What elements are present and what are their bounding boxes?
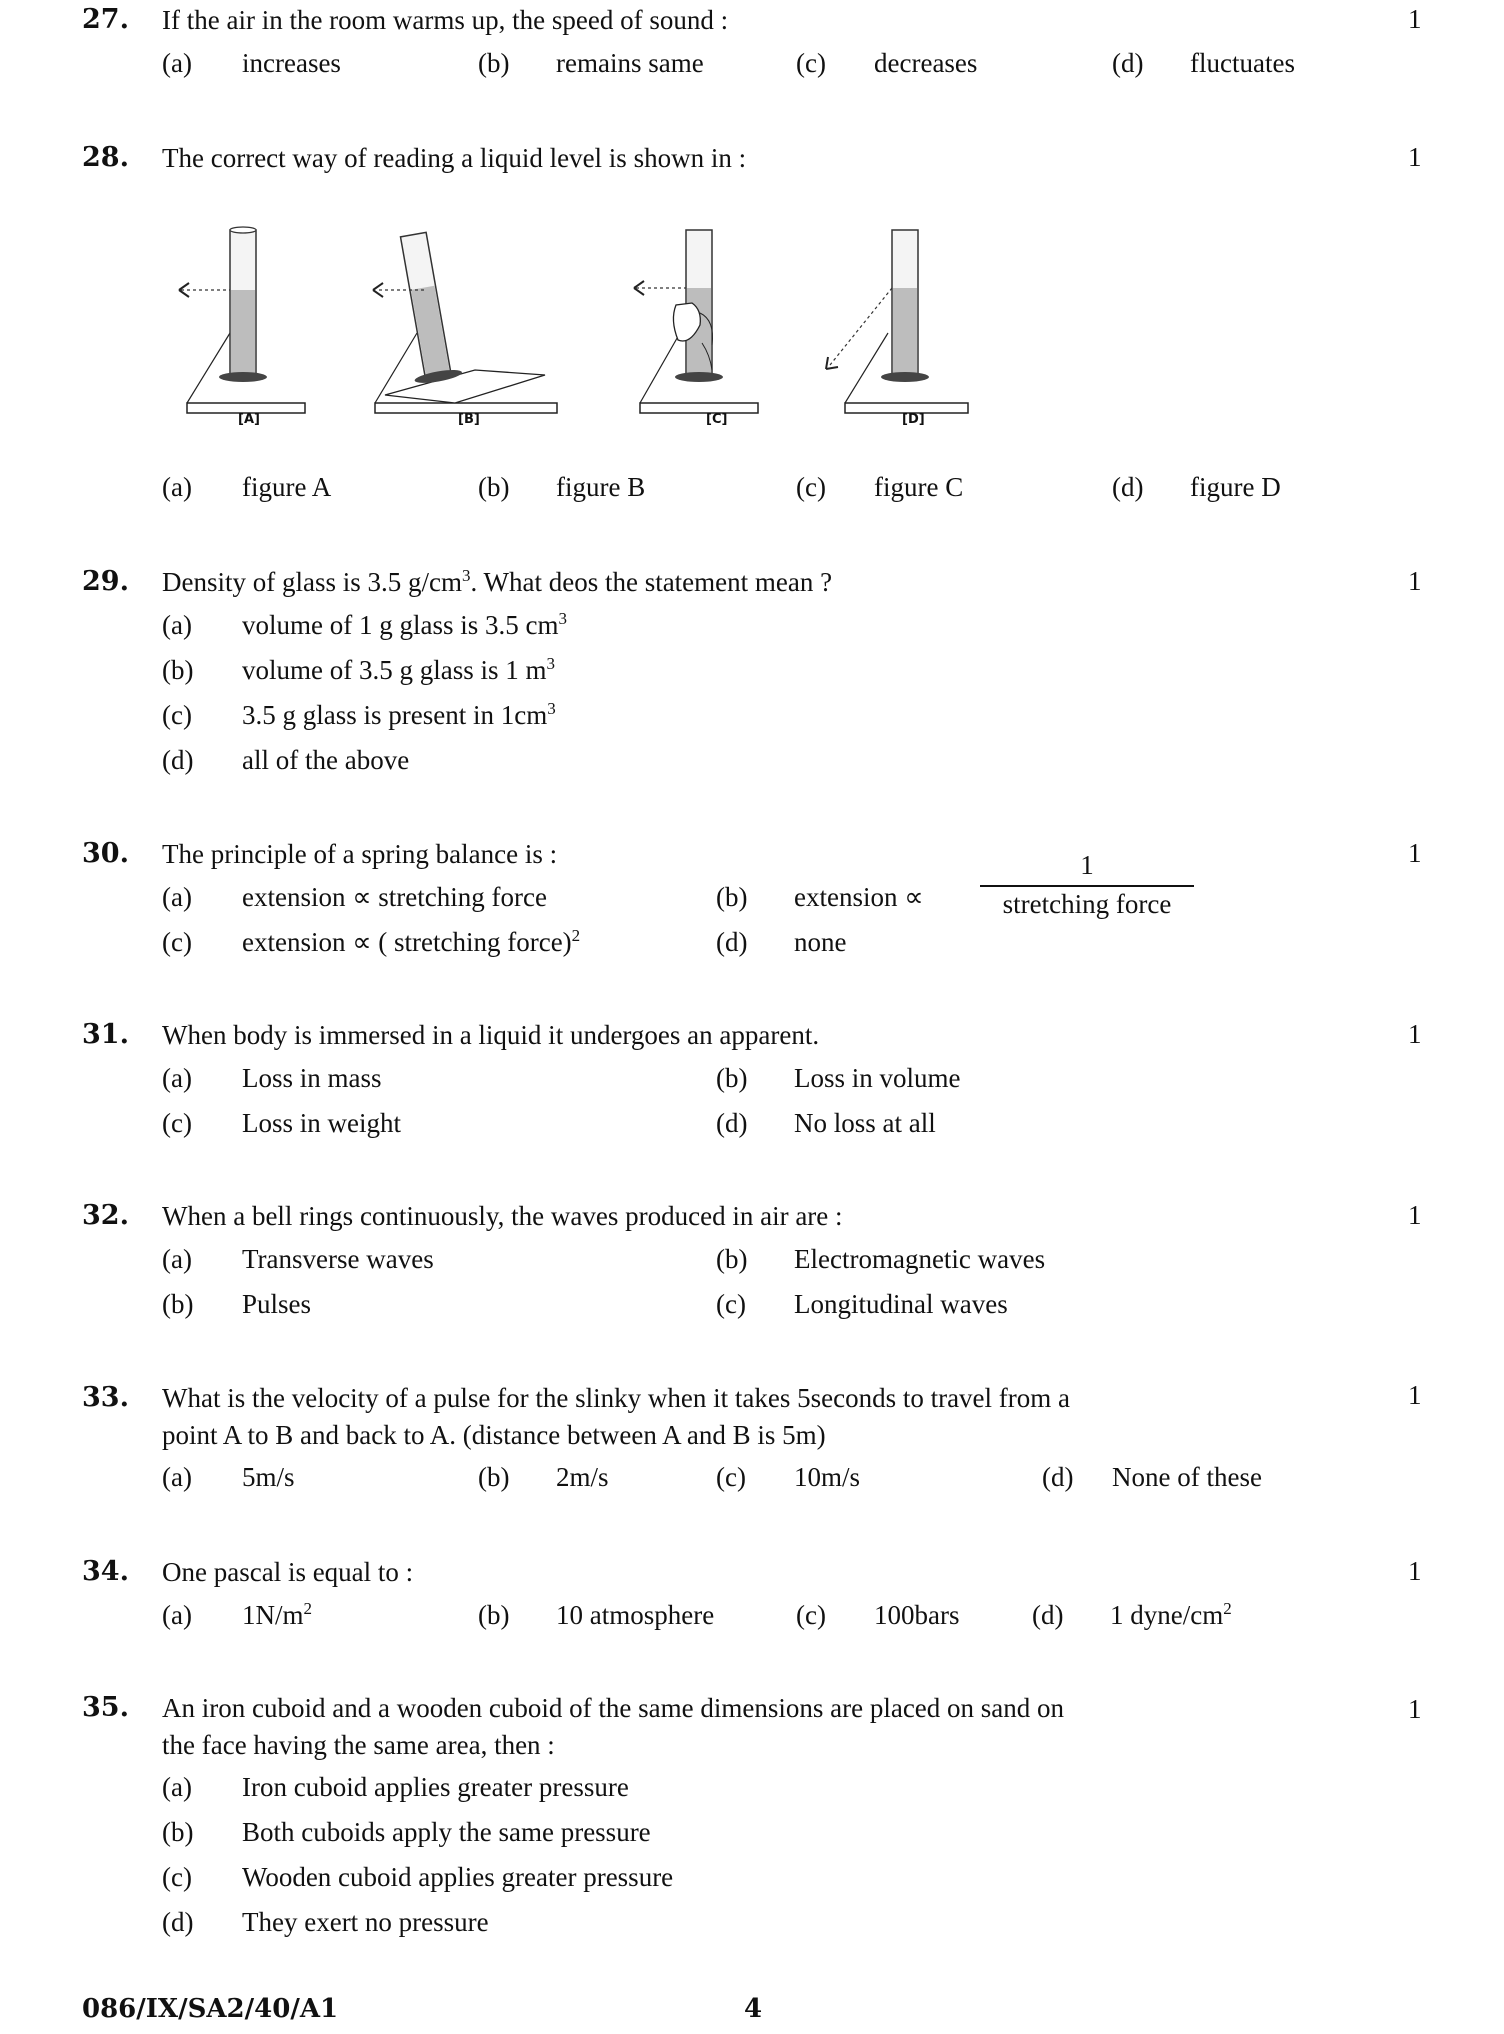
option-label: (c)	[796, 1600, 826, 1630]
option-label: (a)	[162, 1600, 192, 1630]
option-label: (a)	[162, 472, 192, 502]
question-marks: 1	[1408, 1694, 1422, 1724]
option-text: extension ∝ stretching force	[242, 882, 547, 912]
option-label: (d)	[716, 1108, 748, 1138]
option-label: (b)	[478, 472, 510, 502]
option-text: 5m/s	[242, 1462, 295, 1492]
question-number: 30.	[82, 838, 129, 869]
question-marks: 1	[1408, 1380, 1422, 1410]
question-marks: 1	[1408, 1556, 1422, 1586]
figure-label-d: [D]	[902, 412, 925, 427]
question-text: The principle of a spring balance is :	[162, 839, 558, 869]
option-label: (a)	[162, 1063, 192, 1093]
option-label: (d)	[716, 927, 748, 957]
option-label: (c)	[162, 700, 192, 730]
measuring-cylinder-figure-b	[365, 225, 565, 425]
option-text: None of these	[1112, 1462, 1262, 1492]
question-marks: 1	[1408, 1019, 1422, 1049]
measuring-cylinder-figure-a	[175, 225, 315, 425]
question-text-line2: point A to B and back to A. (distance between A and B is 5m)	[162, 1420, 826, 1450]
option-label: (b)	[716, 1244, 748, 1274]
option-label: (a)	[162, 48, 192, 78]
option-label: (b)	[162, 655, 194, 685]
question-text: One pascal is equal to :	[162, 1557, 414, 1587]
option-text: Both cuboids apply the same pressure	[242, 1817, 651, 1847]
option-text: 10m/s	[794, 1462, 861, 1492]
option-label: (b)	[478, 48, 510, 78]
option-text: Iron cuboid applies greater pressure	[242, 1772, 629, 1802]
question-number: 34.	[82, 1556, 129, 1587]
question-number: 31.	[82, 1019, 129, 1050]
option-text: Transverse waves	[242, 1244, 434, 1274]
option-label: (d)	[1112, 48, 1144, 78]
question-text: When a bell rings continuously, the waves produced in air are :	[162, 1201, 843, 1231]
fraction: 1 stretching force	[980, 850, 1194, 920]
option-text: Loss in mass	[242, 1063, 382, 1093]
question-text: Density of glass is 3.5 $g/cm^3$. What deos the statement mean ?	[162, 566, 833, 597]
question-number: 32.	[82, 1200, 129, 1231]
option-label: (b)	[716, 1063, 748, 1093]
figure-label-c: [C]	[706, 412, 728, 427]
question-marks: 1	[1408, 566, 1422, 596]
option-text: figure D	[1190, 472, 1281, 502]
page-number: 4	[744, 1994, 763, 2024]
option-label: (c)	[716, 1462, 746, 1492]
option-text: fluctuates	[1190, 48, 1295, 78]
option-text: figure A	[242, 472, 332, 502]
option-text: 1 dyne/$cm^2$	[1110, 1599, 1232, 1630]
option-text: increases	[242, 48, 341, 78]
option-label: (a)	[162, 1462, 192, 1492]
option-text: all of the above	[242, 745, 410, 775]
measuring-cylinder-figure-c	[630, 225, 780, 425]
option-text: extension ∝	[794, 882, 924, 912]
question-text: If the air in the room warms up, the speed of sound :	[162, 5, 729, 35]
option-label: (a)	[162, 610, 192, 640]
option-label: (d)	[162, 1907, 194, 1937]
option-label: (b)	[162, 1817, 194, 1847]
option-text: figure B	[556, 472, 646, 502]
measuring-cylinder-figure-d	[800, 225, 980, 425]
paper-code: 086/IX/SA2/40/A1	[82, 1994, 339, 2024]
option-label: (c)	[162, 927, 192, 957]
figure-label-b: [B]	[458, 412, 480, 427]
question-marks: 1	[1408, 142, 1422, 172]
question-number: 29.	[82, 566, 129, 597]
option-text: Loss in weight	[242, 1108, 401, 1138]
option-text: remains same	[556, 48, 704, 78]
option-text: volume of 1 g glass is 3.5 $cm^3$	[242, 609, 567, 640]
question-text-line1: What is the velocity of a pulse for the slinky when it takes 5seconds to travel from a	[162, 1383, 1071, 1413]
option-label: (b)	[478, 1600, 510, 1630]
option-text: Pulses	[242, 1289, 312, 1319]
option-label: (c)	[162, 1862, 192, 1892]
question-number: 28.	[82, 142, 129, 173]
option-label: (b)	[478, 1462, 510, 1492]
option-text: No loss at all	[794, 1108, 936, 1138]
option-text: 2m/s	[556, 1462, 609, 1492]
option-text: 3.5 g glass is present in $1cm^3$	[242, 699, 556, 730]
option-label: (d)	[1042, 1462, 1074, 1492]
option-text: Longitudinal waves	[794, 1289, 1008, 1319]
option-text: Wooden cuboid applies greater pressure	[242, 1862, 674, 1892]
question-text: When body is immersed in a liquid it undergoes an apparent.	[162, 1020, 820, 1050]
option-text: 10 atmosphere	[556, 1600, 715, 1630]
option-label: (a)	[162, 1244, 192, 1274]
figure-label-a: [A]	[238, 412, 260, 427]
option-text: none	[794, 927, 847, 957]
question-text-line1: An iron cuboid and a wooden cuboid of the same dimensions are placed on sand on	[162, 1693, 1065, 1723]
option-label: (a)	[162, 1772, 192, 1802]
question-text-line2: the face having the same area, then :	[162, 1730, 555, 1760]
option-text: Electromagnetic waves	[794, 1244, 1046, 1274]
question-marks: 1	[1408, 838, 1422, 868]
option-text: volume of 3.5 g glass is 1 $m^3$	[242, 654, 555, 685]
question-text: The correct way of reading a liquid level is shown in :	[162, 143, 747, 173]
option-label: (c)	[796, 472, 826, 502]
question-marks: 1	[1408, 4, 1422, 34]
option-text: They exert no pressure	[242, 1907, 489, 1937]
option-text: figure C	[874, 472, 964, 502]
question-number: 27.	[82, 4, 129, 35]
option-text: 100bars	[874, 1600, 960, 1630]
option-label: (d)	[162, 745, 194, 775]
option-text: Loss in volume	[794, 1063, 961, 1093]
option-label: (a)	[162, 882, 192, 912]
option-text: extension ∝ ( stretching force)$^2$	[242, 926, 581, 957]
option-text: decreases	[874, 48, 978, 78]
option-label: (b)	[162, 1289, 194, 1319]
option-label: (c)	[162, 1108, 192, 1138]
option-label: (d)	[1032, 1600, 1064, 1630]
option-label: (c)	[796, 48, 826, 78]
question-marks: 1	[1408, 1200, 1422, 1230]
option-label: (d)	[1112, 472, 1144, 502]
question-number: 33.	[82, 1382, 129, 1413]
question-number: 35.	[82, 1692, 129, 1723]
option-label: (b)	[716, 882, 748, 912]
option-label: (c)	[716, 1289, 746, 1319]
option-text: $1N/m^2$	[242, 1599, 313, 1630]
